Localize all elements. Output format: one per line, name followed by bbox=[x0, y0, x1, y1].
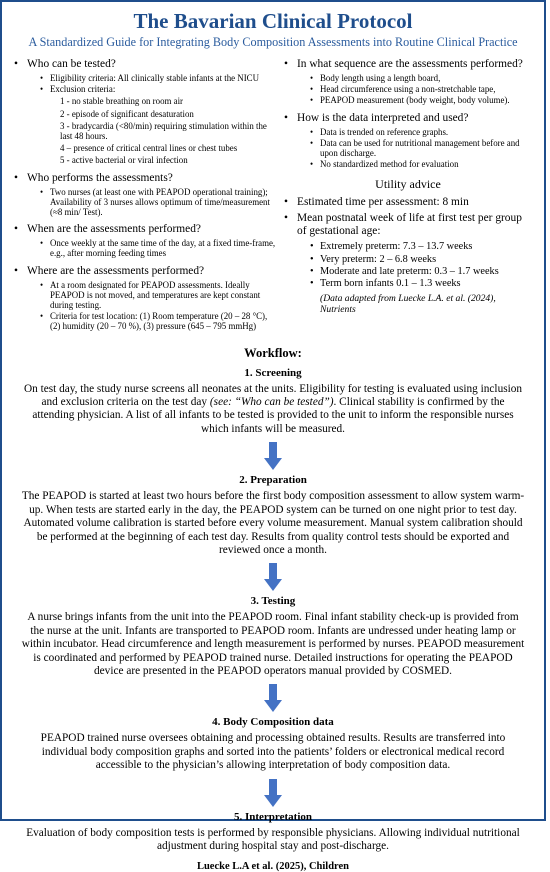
bullet-icon: • bbox=[284, 111, 288, 124]
sequence-section bbox=[284, 58, 532, 106]
poster-title: The Bavarian Clinical Protocol bbox=[133, 9, 413, 33]
exclusion-item: 1 - no stable breathing on room air bbox=[60, 96, 183, 107]
bullet-icon: • bbox=[284, 196, 288, 209]
list-item: • Two nurses (at least one with PEAPOD operational training); Availability of 3 nurses allows optimum of time/measurement (≈8 min/ Test). bbox=[40, 187, 276, 218]
list-item: • PEAPOD measurement (body weight, body volume). bbox=[310, 95, 532, 105]
workflow-step bbox=[14, 474, 532, 557]
workflow-step bbox=[14, 367, 532, 437]
list-item: • Data can be used for nutritional management before and upon discharge. bbox=[310, 138, 532, 158]
where-list bbox=[14, 280, 276, 332]
list-item: • Once weekly at the same time of the day, at a fixed time-frame, e.g., after morning feeding times bbox=[40, 238, 276, 258]
exclusion-item: 4 – presence of critical central lines or chest tubes bbox=[60, 143, 238, 154]
interpreted-section bbox=[284, 112, 532, 170]
sequence-list bbox=[284, 73, 532, 106]
step-heading: 5. Interpretation bbox=[233, 810, 312, 823]
interpreted-question: How is the data interpreted and used? bbox=[297, 111, 469, 124]
step-text: Evaluation of body composition tests is performed by responsible physicians. Allowing individual nutritional adjustment during hospital stay and post-discharge. bbox=[26, 826, 520, 852]
right-column bbox=[284, 58, 532, 338]
down-arrow-icon bbox=[14, 563, 532, 591]
workflow-step bbox=[14, 811, 532, 854]
info-columns bbox=[14, 58, 532, 338]
left-column bbox=[14, 58, 276, 338]
workflow-step bbox=[14, 716, 532, 772]
step-heading: 3. Testing bbox=[250, 595, 296, 608]
gestational-group: • Term born infants 0.1 – 1.3 weeks bbox=[310, 278, 532, 290]
utility-mean-label: Mean postnatal week of life at first test per group of gestational age: bbox=[297, 212, 522, 238]
when-list bbox=[14, 238, 276, 258]
bullet-icon: • bbox=[284, 212, 288, 225]
eligibility-criteria: • Eligibility criteria: All clinically stable infants at the NICU bbox=[40, 73, 276, 83]
who-tested-list bbox=[14, 73, 276, 94]
step-text: PEAPOD trained nurse oversees obtaining and processing obtained results. Results are transferred into individual body composition graphs and sorted into the patients’ folders or electronical medical record accessible to the physician’s allowing interpretation of body composition data. bbox=[40, 732, 506, 772]
exclusion-list bbox=[14, 96, 276, 165]
down-arrow-icon bbox=[14, 684, 532, 712]
exclusion-label: • Exclusion criteria: bbox=[40, 84, 276, 94]
bullet-icon: • bbox=[284, 58, 288, 70]
step-text: On test day, the study nurse screens all neonates at the units. Eligibility for testing is evaluated using inclusion and exclusion criteria on the test day (see: “Who can be tested”). Clinical stability is confirmed by the attending physician. A list of all infants to be tested is provided to the unit to inform the responsible nurses which infants will be measured. bbox=[23, 382, 523, 435]
down-arrow-icon bbox=[14, 779, 532, 807]
bullet-icon: • bbox=[14, 171, 18, 184]
exclusion-item: 3 - bradycardia (<80/min) requiring stimulation within the last 48 hours. bbox=[60, 120, 267, 142]
who-tested-section bbox=[14, 58, 276, 166]
who-performs-list bbox=[14, 187, 276, 218]
gestational-group: • Very preterm: 2 – 6.8 weeks bbox=[310, 254, 532, 266]
exclusion-item: 2 - episode of significant desaturation bbox=[60, 108, 194, 119]
step-text: The PEAPOD is started at least two hours before the first body composition assessment to allow system warm-up. When tests are started early in the day, the PEAPOD system can be turned on one night prior to test day. Automated volume calibration is started before every volume measurement. Manual system calibration should be performed at the beginning of each test day. Results from quality control tests should be exported and reviewed once a month. bbox=[21, 490, 525, 556]
who-performs-question: Who performs the assessments? bbox=[27, 171, 173, 184]
where-question: Where are the assessments performed? bbox=[27, 264, 205, 277]
list-item: • Body length using a length board, bbox=[310, 73, 532, 83]
list-item: • At a room designated for PEAPOD assessments. Ideally PEAPOD is not moved, and temperatures are kept constant during testing. bbox=[40, 280, 276, 311]
down-arrow-icon bbox=[14, 442, 532, 470]
workflow-title: Workflow: bbox=[244, 345, 302, 360]
who-tested-question: Who can be tested? bbox=[27, 58, 116, 70]
gestational-group: • Extremely preterm: 7.3 – 13.7 weeks bbox=[310, 241, 532, 253]
step-heading: 1. Screening bbox=[244, 366, 302, 379]
gestational-group: • Moderate and late preterm: 0.3 – 1.7 weeks bbox=[310, 266, 532, 278]
interpreted-list bbox=[284, 127, 532, 170]
step-heading: 4. Body Composition data bbox=[212, 716, 334, 729]
bullet-icon: • bbox=[14, 58, 18, 70]
sequence-question: In what sequence are the assessments performed? bbox=[297, 58, 523, 70]
workflow-step bbox=[14, 595, 532, 678]
when-section bbox=[14, 223, 276, 258]
gestational-groups-list bbox=[284, 241, 532, 290]
when-question: When are the assessments performed? bbox=[27, 223, 201, 236]
step-heading: 2. Preparation bbox=[239, 474, 307, 487]
utility-title: Utility advice bbox=[375, 177, 441, 192]
data-source-note: (Data adapted from Luecke L.A. et al. (2024), Nutrients bbox=[320, 292, 496, 315]
exclusion-item: 5 - active bacterial or viral infection bbox=[60, 155, 188, 166]
bullet-icon: • bbox=[14, 264, 18, 277]
list-item: • Criteria for test location: (1) Room temperature (20 – 28 °C), (2) humidity (20 – 70 %), (3) pressure (645 – 795 mmHg) bbox=[40, 311, 276, 331]
poster-subtitle: A Standardized Guide for Integrating Body Composition Assessments into Routine Clinical Practice bbox=[28, 35, 518, 49]
where-section bbox=[14, 265, 276, 332]
bullet-icon: • bbox=[14, 223, 18, 236]
list-item: • Head circumference using a non-stretchable tape, bbox=[310, 84, 532, 94]
who-performs-section bbox=[14, 172, 276, 218]
step-text: A nurse brings infants from the unit into the PEAPOD room. Final infant stability check-up is provided from the nurse at the unit. Infants are transported to PEAPOD room. Infants are undressed under heating lamp or within incubator. Head circumference and length measurement is performed by nurses. PEAPOD measurement is coordinated and performed by PEAPOD trained nurse. Detailed instructions for operating the PEAPOD device are presented in the PEAPOD operators manual provided by COSMED. bbox=[21, 611, 525, 677]
footer-citation: Luecke L.A et al. (2025), Children bbox=[196, 861, 350, 872]
list-item: • Data is trended on reference graphs. bbox=[310, 127, 532, 137]
utility-time: Estimated time per assessment: 8 min bbox=[297, 196, 469, 209]
list-item: • No standardized method for evaluation bbox=[310, 159, 532, 169]
